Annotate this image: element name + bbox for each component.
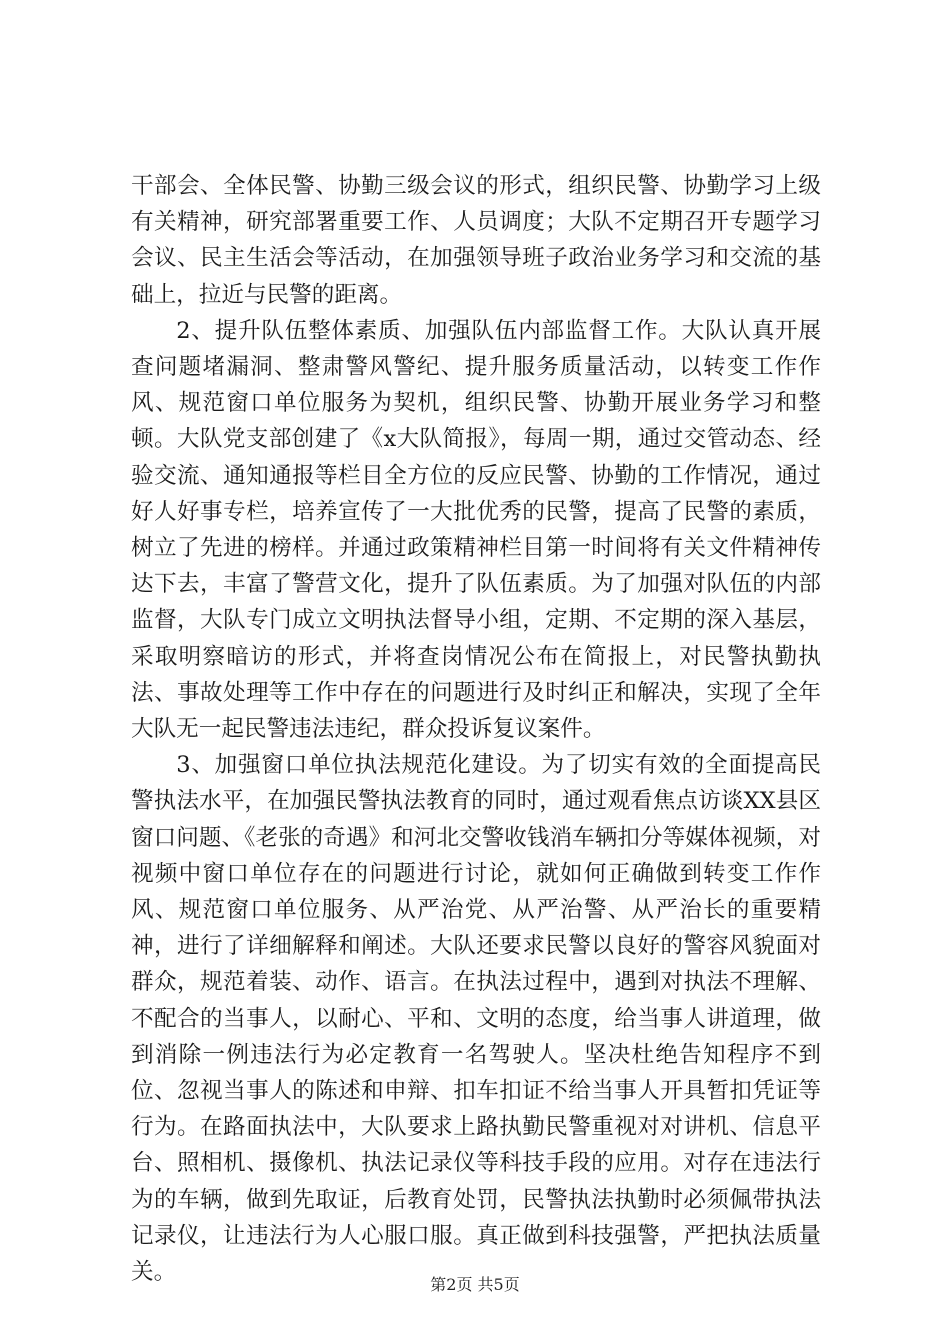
paragraph-section-3: 3、加强窗口单位执法规范化建设。为了切实有效的全面提高民警执法水平，在加强民警执法教育的同时，通过观看焦点访谈XX县区窗口问题、《老张的奇遇》和河北交警收钱消车辆扣分等媒体视频，对视频中窗口单位存在的问题进行讨论，就如何正确做到转变工作作风、规范窗口单位服务、从严治党、从严治警、从严治长的重要精神，进行了详细解释和阐述。大队还要求民警以良好的警容风貌面对群众，规范着装、动作、语言。在执法过程中，遇到对执法不理解、不配合的当事人，以耐心、平和、文明的态度，给当事人讲道理，做到消除一例违法行为必定教育一名驾驶人。坚决杜绝告知程序不到位、忽视当事人的陈述和申辩、扣车扣证不给当事人开具暂扣凭证等行为。在路面执法中，大队要求上路执勤民警重视对对讲机、信息平台、照相机、摄像机、执法记录仪等科技手段的应用。对存在违法行为的车辆，做到先取证，后教育处罚，民警执法执勤时必须佩带执法记录仪，让违法行为人心服口服。真正做到科技强警，严把执法质量关。 <box>131 752 821 1286</box>
paragraph-continued: 干部会、全体民警、协勤三级会议的形式，组织民警、协勤学习上级有关精神，研究部署重要工作、人员调度；大队不定期召开专题学习会议、民主生活会等活动，在加强领导班子政治业务学习和交流的基础上，拉近与民警的距离。 <box>131 173 821 308</box>
document-body <box>131 168 821 1290</box>
page-number-footer: 第2页 共5页 <box>430 1275 520 1294</box>
paragraph-section-2: 2、提升队伍整体素质、加强队伍内部监督工作。大队认真开展查问题堵漏洞、整肃警风警纪、提升服务质量活动，以转变工作作风、规范窗口单位服务为契机，组织民警、协勤开展业务学习和整顿。大队党支部创建了《x大队简报》，每周一期，通过交管动态、经验交流、通知通报等栏目全方位的反应民警、协勤的工作情况，通过好人好事专栏，培养宣传了一大批优秀的民警，提高了民警的素质，树立了先进的榜样。并通过政策精神栏目第一时间将有关文件精神传达下去，丰富了警营文化，提升了队伍素质。为了加强对队伍的内部监督，大队专门成立文明执法督导小组，定期、不定期的深入基层，采取明察暗访的形式，并将查岗情况公布在简报上，对民警执勤执法、事故处理等工作中存在的问题进行及时纠正和解决，实现了全年大队无一起民警违法违纪，群众投诉复议案件。 <box>131 317 821 743</box>
